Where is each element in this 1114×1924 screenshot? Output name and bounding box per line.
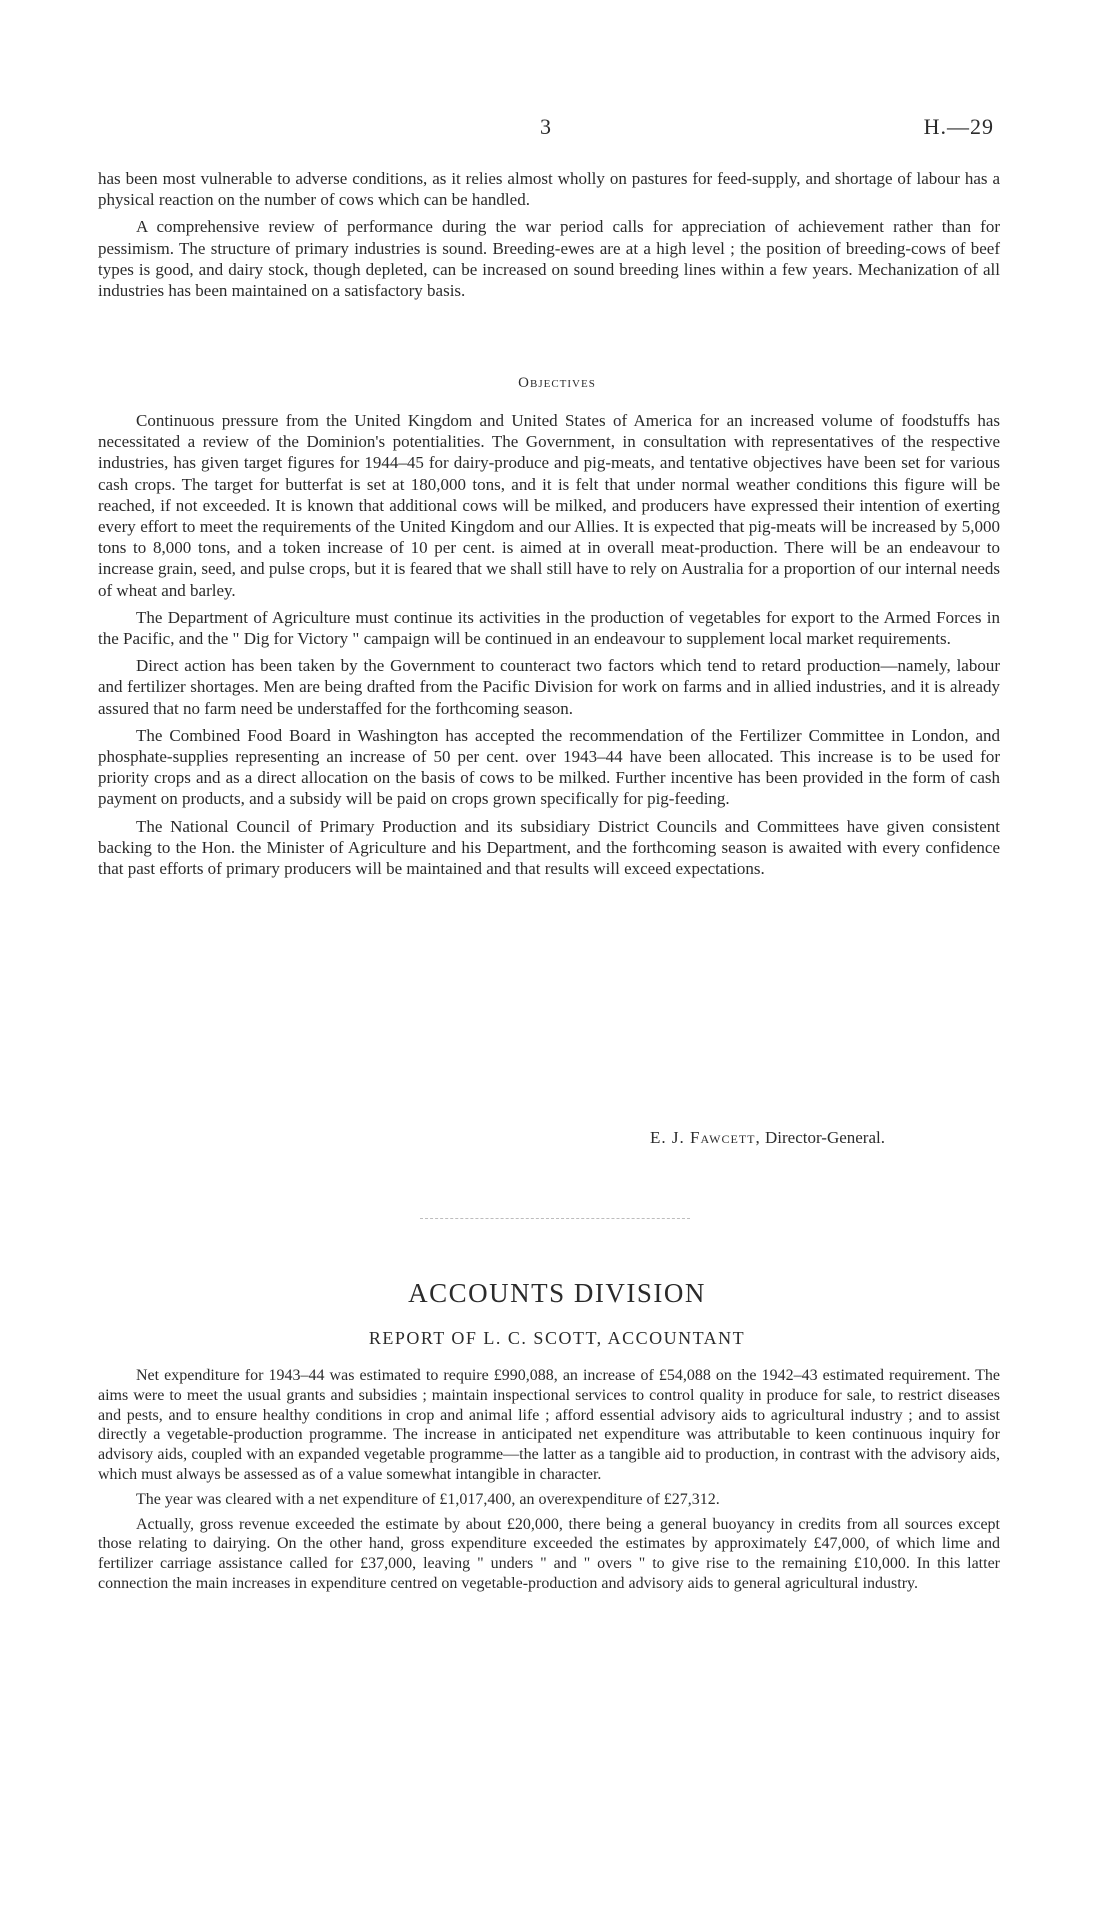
paragraph: Net expenditure for 1943–44 was estimated to require £990,088, an increase of £54,088 on the 1942–43 estimated requirement. The aims were to meet the usual grants and subsidies ; maintain inspectional services to control quality in produce for sale, to restrict diseases and pests, and to ensure healthy conditions in crop and animal life ; afford essential advisory aids to agricultural industry ; and to assist directly a vegetable-production programme. The increase in anticipated net expenditure was attributable to keen continuous inquiry for advisory aids, coupled with an expanded vegetable programme—the latter as a tangible aid to production, in contrast with the advisory aids, which must always be assessed as of a value somewhat intangible in character.: [98, 1367, 1000, 1483]
paragraph: Direct action has been taken by the Government to counteract two factors which tend to retard production—namely, labour and fertilizer shortages. Men are being drafted from the Pacific Division for work on farms and in allied industries, and it is already assured that no farm need be understaffed for the forthcoming season.: [98, 656, 1000, 718]
intro-section: [98, 168, 1000, 307]
paragraph: has been most vulnerable to adverse conditions, as it relies almost wholly on pastures for feed-supply, and shortage of labour has a physical reaction on the number of cows which can be handled.: [98, 169, 1000, 210]
division-title: ACCOUNTS DIVISION: [408, 1278, 706, 1308]
paragraph: The Combined Food Board in Washington has accepted the recommendation of the Fertilizer Committee in London, and phosphate-supplies representing an increase of 50 per cent. over 1943–44 have been allocated. This increase is to be used for priority crops and as a direct allocation on the basis of cows to be milked. Further incentive has been provided in the form of cash payment on products, and a subsidy will be paid on crops grown specifically for pig-feeding.: [98, 725, 1000, 809]
paragraph: The Department of Agriculture must continue its activities in the production of vegetables for export to the Armed Forces in the Pacific, and the " Dig for Victory " campaign will be continued in an endeavour to supplement local market requirements.: [98, 607, 1000, 649]
paragraph: Continuous pressure from the United Kingdom and United States of America for an increased volume of foodstuffs has necessitated a review of the Dominion's potentialities. The Government, in consultation with representatives of the respective industries, has given target figures for 1944–45 for dairy-produce and pig-meats, and tentative objectives have been set for various cash crops. The target for butterfat is set at 180,000 tons, and it is felt that under normal weather conditions this figure will be reached, if not exceeded. It is known that additional cows will be milked, and producers have expressed their intention of exerting every effort to meet the requirements of the United Kingdom and our Allies. It is expected that pig-meats will be increased by 5,000 tons to 8,000 tons, and a token increase of 10 per cent. is aimed at in overall meat-production. There will be an endeavour to increase grain, seed, and pulse crops, but it is feared that we shall still have to rely on Australia for a proportion of our internal needs of wheat and barley.: [98, 411, 1000, 600]
signature: [650, 1128, 885, 1148]
paragraph: The year was cleared with a net expenditure of £1,017,400, an overexpenditure of £27,312.: [136, 1490, 720, 1508]
paragraph: A comprehensive review of performance during the war period calls for appreciation of achievement rather than for pessimism. The structure of primary industries is sound. Breeding-ewes are at a high level ; the position of breeding-cows of beef types is good, and dairy stock, though depleted, can be increased on sound breeding lines within a few years. Mechanization of all industries has been maintained on a satisfactory basis.: [98, 217, 1000, 301]
signature-title: Director-General.: [764, 1128, 885, 1147]
report-title: REPORT OF L. C. SCOTT, ACCOUNTANT: [368, 1328, 746, 1348]
objectives-heading: Objectives: [518, 375, 596, 391]
paragraph: The National Council of Primary Production and its subsidiary District Councils and Committees have given consistent backing to the Hon. the Minister of Agriculture and his Department, and the forthcoming season is awaited with every confidence that past efforts of primary producers will be maintained and that results will exceed expectations.: [98, 816, 1000, 879]
page-number: 3: [540, 114, 552, 139]
objectives-section: [98, 410, 1000, 885]
document-reference: H.—29: [923, 114, 994, 139]
section-divider: [420, 1218, 690, 1219]
signature-name: E. J. Fawcett,: [650, 1128, 761, 1147]
paragraph: Actually, gross revenue exceeded the estimate by about £20,000, there being a general buoyancy in credits from all sources except those relating to dairying. On the other hand, gross expenditure exceeded the estimates by approximately £47,000, of which lime and fertilizer carriage assistance called for £37,000, leaving " unders " and " overs " to give rise to the remaining £10,000. In this latter connection the main increases in expenditure centred on vegetable-production and advisory aids to general agricultural industry.: [98, 1515, 1000, 1592]
accounts-section: [98, 1366, 1000, 1599]
